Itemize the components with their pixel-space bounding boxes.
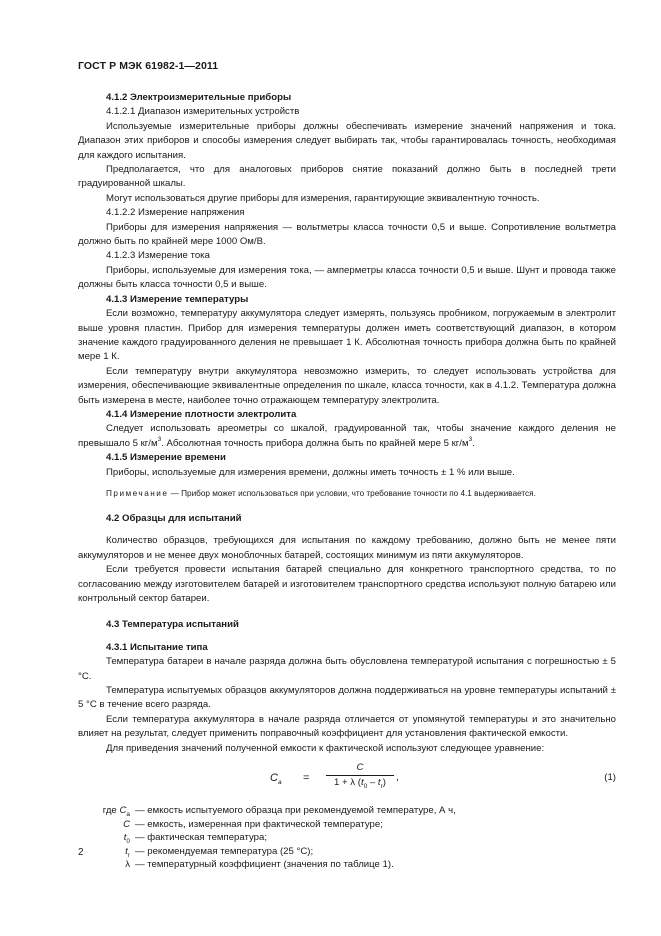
document-body	[78, 91, 616, 872]
section-4-3-1-heading: 4.3.1 Испытание типа	[106, 641, 208, 653]
definition-text: — температурный коэффициент (значения по таблице 1).	[135, 859, 394, 871]
paragraph: Если температуру внутри аккумулятора невозможно измерить, то следует использовать устройства для измерения, обеспечивающие эквивалентные определения по шкале, класса точности, как в 4.1.2. Температура должна быть измерена в месте, наиболее точно отражающем температуру электролита.	[78, 365, 616, 406]
definition-symbol: $t_r$	[125, 845, 130, 859]
equation-numerator: C	[356, 762, 364, 774]
symbol-definitions	[78, 804, 616, 872]
definition-symbol: C	[123, 818, 130, 830]
equation-equals: =	[303, 772, 310, 785]
equation-comma: ,	[396, 772, 399, 784]
definition-row	[78, 858, 616, 872]
paragraph: Предполагается, что для аналоговых приборов снятие показаний должно быть в последней трети градуированной шкалы.	[78, 164, 616, 190]
definition-row	[78, 845, 616, 859]
paragraph: Приборы для измерения напряжения — вольтметры класса точности 0,5 и выше. Сопротивление вольтметра должно быть по крайней мере 1000 Ом/В.	[78, 221, 616, 248]
note	[78, 487, 616, 500]
definition-text: — фактическая температура;	[135, 832, 268, 844]
paragraph: Если требуется провести испытания батарей специально для конкретного транспортного средства, то по согласованию между изготовителем батарей и изготовителем транспортного средства используют полную батарею или контрольный сектор батареи.	[78, 564, 616, 604]
section-4-1-2-3-heading: 4.1.2.3 Измерение тока	[106, 250, 210, 262]
definition-symbol: λ	[125, 859, 130, 871]
paragraph: Могут использоваться другие приборы для измерения, гарантирующие эквивалентную точность.	[106, 192, 540, 204]
definition-symbol: где $C_a$	[102, 805, 130, 818]
section-4-1-3-heading: 4.1.3 Измерение температуры	[106, 293, 249, 305]
equation-denominator: 1 + λ $(t_0 - t_r)$	[334, 777, 386, 790]
equation-fraction	[326, 761, 394, 790]
page-number: 2	[78, 847, 84, 858]
definition-row	[78, 804, 616, 818]
section-4-1-2-heading: 4.1.2 Электроизмерительные приборы	[106, 92, 292, 103]
definition-row	[78, 831, 616, 845]
equation-number: (1)	[604, 772, 616, 784]
section-4-1-5-heading: 4.1.5 Измерение времени	[106, 452, 226, 464]
paragraph: Количество образцов, требующихся для испытания по каждому требованию, должно быть не менее пяти аккумуляторов и не менее двух моноблочных батарей, состоящих минимум из пяти аккумуляторов.	[78, 535, 616, 561]
definition-text: — рекомендуемая температура (25 °С);	[135, 845, 314, 857]
paragraph: Приборы, используемые для измерения тока, — амперметры класса точности 0,5 и выше. Шунт и провода также должны быть класса точности 0,5 и выше.	[78, 264, 616, 291]
paragraph: Если температура аккумулятора в начале разряда отличается от упомянутой температуры и это значительно влияет на результат, следует применить поправочный коэффициент для установления фактической емкости.	[78, 713, 616, 740]
section-4-1-2-2-heading: 4.1.2.2 Измерение напряжения	[106, 207, 245, 219]
section-4-3-heading: 4.3 Температура испытаний	[106, 619, 239, 631]
section-4-1-2-1-heading: 4.1.2.1 Диапазон измерительных устройств	[106, 106, 300, 118]
definition-text: — емкость испытуемого образца при рекомендуемой температуре, А ч,	[135, 805, 456, 817]
paragraph: Следует использовать ареометры со шкалой, градуированной так, чтобы значение каждого деления не превышало 5 $кг/м^3$. Абсолютная точность прибора должна быть по крайней мере 5 $кг/м^3$.	[78, 423, 616, 449]
paragraph: Если возможно, температуру аккумулятора следует измерять, пользуясь пробником, погружаемым в электролит выше уровня пластин. Прибор для измерения температуры должен иметь соответствующий диапазон, в котором значение каждого градуированного деления не превышает 1 К. Абсолютная точность прибора должна быть по крайней мере 1 К.	[78, 308, 616, 363]
paragraph: Используемые измерительные приборы должны обеспечивать измерение значений напряжения и тока. Диапазон этих приборов и способы измерения следует выбирать так, чтобы гарантировалась точность, необходимая для каждого испытания.	[78, 120, 616, 161]
definition-text: — емкость, измеренная при фактической температуре;	[135, 818, 383, 830]
paragraph: Температура батареи в начале разряда должна быть обусловлена температурой испытания с погрешностью ± 5 °С.	[78, 656, 616, 682]
equation	[78, 758, 616, 800]
definition-row	[78, 818, 616, 832]
definition-symbol: $t_0$	[123, 832, 130, 845]
equation-lhs: $C_a$	[270, 772, 282, 787]
document-header: ГОСТ Р МЭК 61982-1—2011	[78, 60, 219, 72]
paragraph: Температура испытуемых образцов аккумуляторов должна поддерживаться на уровне температуры испытаний ± 5 °С в течение всего разряда.	[78, 685, 616, 711]
paragraph: Приборы, используемые для измерения времени, должны иметь точность ± 1 % или выше.	[106, 466, 515, 478]
paragraph: Для приведения значений полученной емкости к фактической используют следующее уравнение:	[106, 742, 545, 754]
note-label: Примечание	[106, 488, 169, 498]
note-text: — Прибор может использоваться при условии, что требование точности по 4.1 выдерживается.	[168, 488, 536, 498]
section-4-1-4-heading: 4.1.4 Измерение плотности электролита	[106, 408, 297, 420]
section-4-2-heading: 4.2 Образцы для испытаний	[106, 512, 242, 524]
